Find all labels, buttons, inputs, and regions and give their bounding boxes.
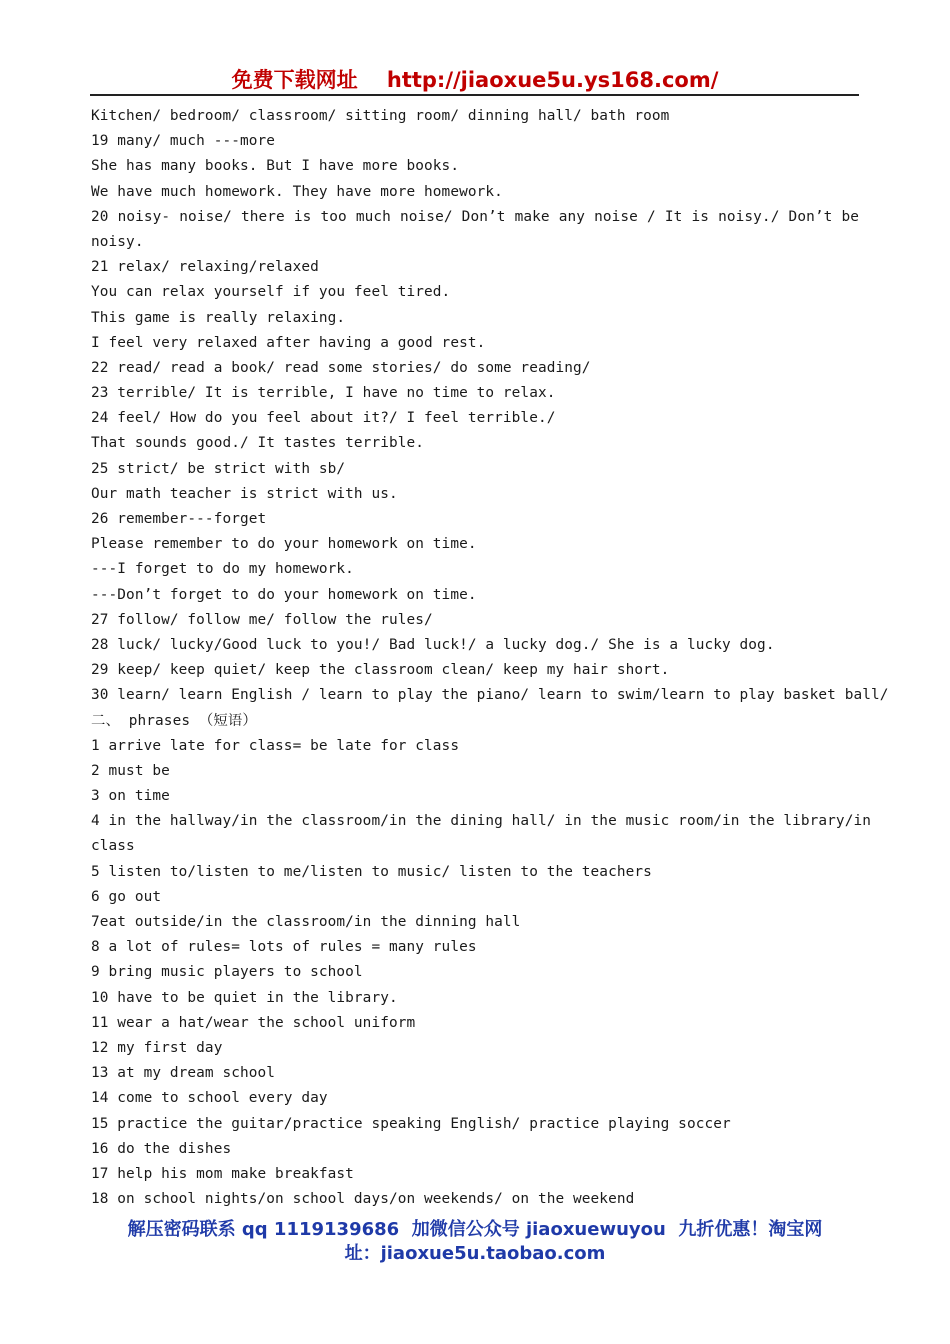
text-line: 22 read/ read a book/ read some stories/ do some reading/ bbox=[91, 359, 591, 376]
text-line: Our math teacher is strict with us. bbox=[91, 485, 398, 502]
text-line: 18 on school nights/on school days/on weekends/ on the weekend bbox=[91, 1191, 635, 1208]
text-line: 26 remember---forget bbox=[91, 511, 267, 527]
page-footer bbox=[0, 1218, 950, 1266]
text-line: Kitchen/ bedroom/ classroom/ sitting room/ dinning hall/ bath room bbox=[91, 108, 670, 124]
text-line: 8 a lot of rules= lots of rules = many rules bbox=[91, 939, 477, 956]
text-line: 7eat outside/in the classroom/in the dinning hall bbox=[91, 914, 521, 930]
text-line: 13 at my dream school bbox=[91, 1065, 276, 1082]
text-line: 29 keep/ keep quiet/ keep the classroom clean/ keep my hair short. bbox=[91, 662, 670, 679]
text-line: ---Don’t forget to do your homework on time. bbox=[91, 586, 477, 603]
text-line: 27 follow/ follow me/ follow the rules/ bbox=[91, 611, 433, 628]
text-line: 23 terrible/ It is terrible, I have no time to relax. bbox=[91, 385, 556, 402]
text-line: 15 practice the guitar/practice speaking English/ practice playing soccer bbox=[91, 1115, 731, 1132]
text-line: 16 do the dishes bbox=[91, 1140, 232, 1157]
text-line: She has many books. But I have more books. bbox=[91, 158, 460, 175]
text-line: 3 on time bbox=[91, 788, 170, 805]
text-line: That sounds good./ It tastes terrible. bbox=[91, 435, 425, 452]
text-line: 6 go out bbox=[91, 888, 162, 905]
text-line: 20 noisy- noise/ there is too much noise/ Don’t make any noise / It is noisy./ Don’t be bbox=[91, 208, 859, 225]
text-line: 4 in the hallway/in the classroom/in the dining hall/ in the music room/in the library/in bbox=[91, 813, 871, 830]
text-line: You can relax yourself if you feel tired. bbox=[91, 284, 451, 301]
text-line: 11 wear a hat/wear the school uniform bbox=[91, 1014, 416, 1031]
text-line: 1 arrive late for class= be late for class bbox=[91, 737, 460, 754]
text-line: 21 relax/ relaxing/relaxed bbox=[91, 259, 319, 276]
text-line: ---I forget to do my homework. bbox=[91, 561, 354, 578]
text-line: Please remember to do your homework on time. bbox=[91, 536, 477, 553]
text-line: class bbox=[91, 838, 135, 855]
text-line: 25 strict/ be strict with sb/ bbox=[91, 460, 346, 477]
text-line: 9 bring music players to school bbox=[91, 964, 363, 981]
text-line: noisy. bbox=[91, 233, 144, 250]
text-line: 24 feel/ How do you feel about it?/ I feel terrible./ bbox=[91, 410, 556, 427]
text-line: This game is really relaxing. bbox=[91, 309, 346, 326]
text-line: 5 listen to/listen to me/listen to music/ listen to the teachers bbox=[91, 863, 652, 880]
text-line: 10 have to be quiet in the library. bbox=[91, 989, 398, 1006]
footer-shop-url: 址：jiaoxue5u.taobao.com bbox=[344, 1243, 606, 1264]
text-line: 19 many/ much ---more bbox=[91, 133, 276, 150]
text-line: 14 come to school every day bbox=[91, 1090, 328, 1107]
section-heading: 二、 phrases （短语） bbox=[91, 712, 257, 729]
header-divider bbox=[90, 94, 859, 96]
text-line: 28 luck/ lucky/Good luck to you!/ Bad luck!/ a lucky dog./ She is a lucky dog. bbox=[91, 636, 775, 653]
text-line: 17 help his mom make breakfast bbox=[91, 1165, 354, 1182]
page-header-url: 免费下载网址 http://jiaoxue5u.ys168.com/ bbox=[231, 68, 719, 92]
footer-contact-line: 解压密码联系 qq 1119139686 加微信公众号 jiaoxuewuyou 九折优惠！淘宝网 bbox=[127, 1219, 823, 1240]
document-body bbox=[91, 104, 889, 1212]
text-line: We have much homework. They have more homework. bbox=[91, 183, 503, 200]
text-line: I feel very relaxed after having a good rest. bbox=[91, 334, 486, 351]
text-line: 12 my first day bbox=[91, 1039, 223, 1056]
text-line: 30 learn/ learn English / learn to play the piano/ learn to swim/learn to play basket ball/ bbox=[91, 687, 889, 704]
text-line: 2 must be bbox=[91, 762, 170, 779]
